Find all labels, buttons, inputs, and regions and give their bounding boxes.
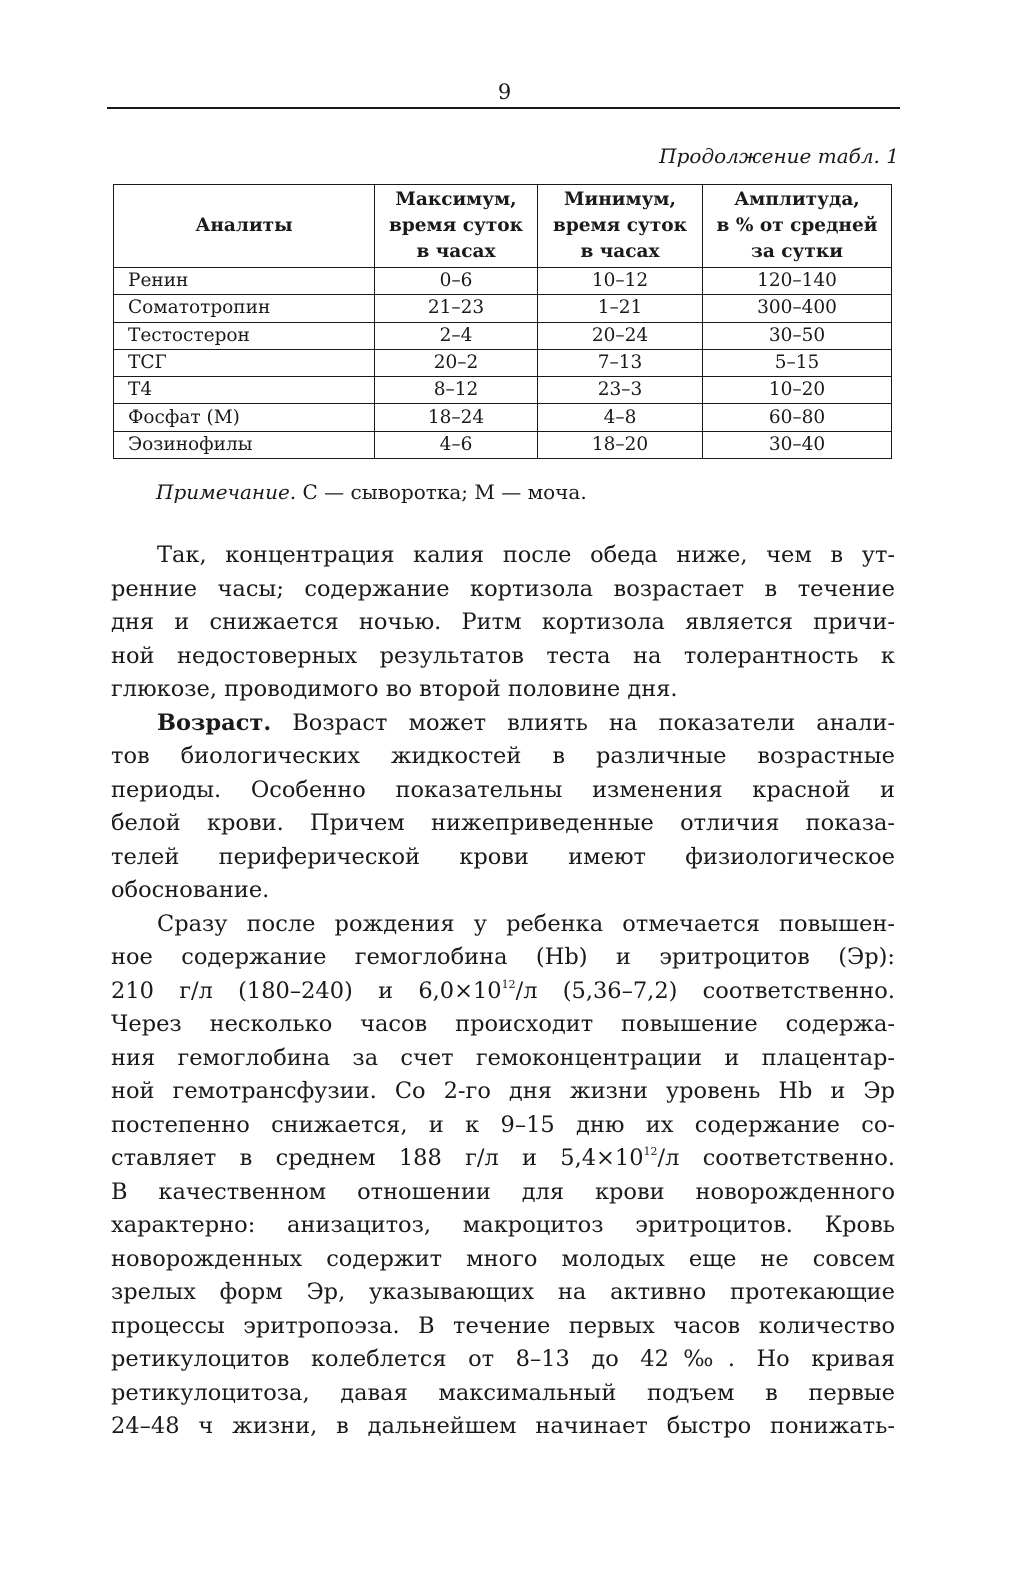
cell-max: 8–12 bbox=[375, 377, 538, 404]
text-fragment: /л (5,36–7,2) соответственно. bbox=[515, 977, 895, 1004]
cell-amp: 300–400 bbox=[703, 295, 892, 322]
paragraph-1 bbox=[111, 539, 895, 707]
cell-max: 2–4 bbox=[375, 322, 538, 349]
text-line: процессы эритропоэза. В течение первых часов количество bbox=[111, 1312, 895, 1339]
text-line: ренние часы; содержание кортизола возрастает в течение bbox=[111, 575, 895, 602]
text-fragment: ставляет в среднем 188 г/л и 5,4×10 bbox=[111, 1145, 644, 1171]
cell-max: 18–24 bbox=[375, 404, 538, 431]
age-heading: Возраст. bbox=[157, 709, 272, 736]
text-line: ния гемоглобина за счет гемоконцентрации и плацентар- bbox=[111, 1044, 895, 1071]
text-line: обоснование. bbox=[111, 877, 270, 903]
cell-max: 4–6 bbox=[375, 431, 538, 458]
text-line: В качественном отношении для крови новорожденного bbox=[111, 1178, 895, 1205]
cell-amp: 30–40 bbox=[703, 431, 892, 458]
text-line: периоды. Особенно показательны изменения красной и bbox=[111, 776, 895, 803]
header-line: Амплитуда, bbox=[734, 189, 860, 210]
table-caption: Продолжение табл. 1 bbox=[659, 144, 899, 168]
text-line bbox=[111, 975, 895, 1009]
header-line: Минимум, bbox=[564, 189, 676, 210]
cell-min: 18–20 bbox=[538, 431, 703, 458]
cell-min: 23–3 bbox=[538, 377, 703, 404]
text-line: глюкозе, проводимого во второй половине дня. bbox=[111, 676, 678, 702]
text-fragment: /л соответственно. bbox=[657, 1145, 895, 1171]
table-row bbox=[114, 404, 892, 431]
header-line: в часах bbox=[580, 241, 660, 262]
text-line: ной гемотрансфузии. Со 2-го дня жизни уровень Hb и Эр bbox=[111, 1078, 895, 1104]
cell-analyte: Эозинофилы bbox=[114, 431, 375, 458]
text-fragment: Возраст может влиять на показатели анали- bbox=[271, 709, 895, 736]
superscript: 12 bbox=[643, 1145, 658, 1158]
text-line: ретикулоцитоза, давая максимальный подъем в первые bbox=[111, 1379, 895, 1406]
cell-analyte: Фосфат (М) bbox=[114, 404, 375, 431]
text-line: новорожденных содержит много молодых еще не совсем bbox=[111, 1245, 895, 1272]
cell-amp: 30–50 bbox=[703, 322, 892, 349]
cell-analyte: Соматотропин bbox=[114, 295, 375, 322]
table-row bbox=[114, 349, 892, 376]
page-number: 9 bbox=[497, 80, 512, 104]
cell-max: 21–23 bbox=[375, 295, 538, 322]
header-analytes: Аналиты bbox=[114, 185, 375, 268]
cell-amp: 5–15 bbox=[703, 349, 892, 376]
text-line: ретикулоцитов колеблется от 8–13 до 42‰. Но кривая bbox=[111, 1346, 895, 1372]
text-line: постепенно снижается, и к 9–15 дню их содержание со- bbox=[111, 1111, 895, 1138]
table-row bbox=[114, 295, 892, 322]
superscript: 12 bbox=[501, 977, 516, 991]
note-text: С — сыворотка; М — моча. bbox=[296, 480, 587, 504]
text-line: ное содержание гемоглобина (Hb) и эритроцитов (Эр): bbox=[111, 944, 895, 970]
cell-min: 10–12 bbox=[538, 268, 703, 295]
header-minimum bbox=[538, 185, 703, 268]
cell-analyte: Т4 bbox=[114, 377, 375, 404]
text-line: Через несколько часов происходит повышение содержа- bbox=[111, 1011, 895, 1037]
header-line: за сутки bbox=[751, 241, 843, 262]
text-line: телей периферической крови имеют физиологическое bbox=[111, 843, 895, 870]
header-line: время суток bbox=[552, 215, 687, 236]
cell-min: 1–21 bbox=[538, 295, 703, 322]
cell-analyte: Тестостерон bbox=[114, 322, 375, 349]
text-fragment: 210 г/л (180–240) и 6,0×10 bbox=[111, 977, 502, 1004]
text-line: Так, концентрация калия после обеда ниже, чем в ут- bbox=[157, 542, 895, 568]
cell-amp: 60–80 bbox=[703, 404, 892, 431]
text-line bbox=[111, 1142, 895, 1176]
cell-min: 7–13 bbox=[538, 349, 703, 376]
text-line: 24–48 ч жизни, в дальнейшем начинает быстро понижать- bbox=[111, 1413, 895, 1439]
table-row bbox=[114, 431, 892, 458]
text-line: зрелых форм Эр, указывающих на активно протекающие bbox=[111, 1279, 895, 1305]
table-row bbox=[114, 377, 892, 404]
analytes-table bbox=[113, 184, 892, 459]
paragraph-2 bbox=[111, 707, 895, 908]
paragraph-3 bbox=[111, 908, 895, 1444]
cell-analyte: Ренин bbox=[114, 268, 375, 295]
cell-analyte: ТСГ bbox=[114, 349, 375, 376]
header-maximum bbox=[375, 185, 538, 268]
text-line: белой крови. Причем нижеприведенные отличия показа- bbox=[111, 810, 895, 836]
cell-min: 4–8 bbox=[538, 404, 703, 431]
header-line: в % от средней bbox=[716, 215, 878, 236]
table-row bbox=[114, 322, 892, 349]
header-line: время суток bbox=[388, 215, 523, 236]
cell-amp: 120–140 bbox=[703, 268, 892, 295]
text-line bbox=[111, 707, 895, 741]
text-line: дня и снижается ночью. Ритм кортизола является причи- bbox=[111, 609, 895, 635]
text-line: Сразу после рождения у ребенка отмечается повышен- bbox=[157, 910, 895, 937]
header-line: в часах bbox=[416, 241, 496, 262]
table-row bbox=[114, 268, 892, 295]
header-rule bbox=[107, 107, 900, 109]
text-line: характерно: анизацитоз, макроцитоз эритроцитов. Кровь bbox=[111, 1212, 895, 1238]
cell-max: 20–2 bbox=[375, 349, 538, 376]
note-label: Примечание. bbox=[156, 480, 297, 504]
text-line: ной недостоверных результатов теста на толерантность к bbox=[111, 642, 895, 669]
table-header-row bbox=[114, 185, 892, 268]
cell-amp: 10–20 bbox=[703, 377, 892, 404]
body-text bbox=[111, 539, 895, 1444]
text-line: тов биологических жидкостей в различные возрастные bbox=[111, 743, 895, 769]
header-line: Максимум, bbox=[395, 189, 517, 210]
cell-min: 20–24 bbox=[538, 322, 703, 349]
cell-max: 0–6 bbox=[375, 268, 538, 295]
header-amplitude bbox=[703, 185, 892, 268]
table-note bbox=[156, 480, 587, 504]
